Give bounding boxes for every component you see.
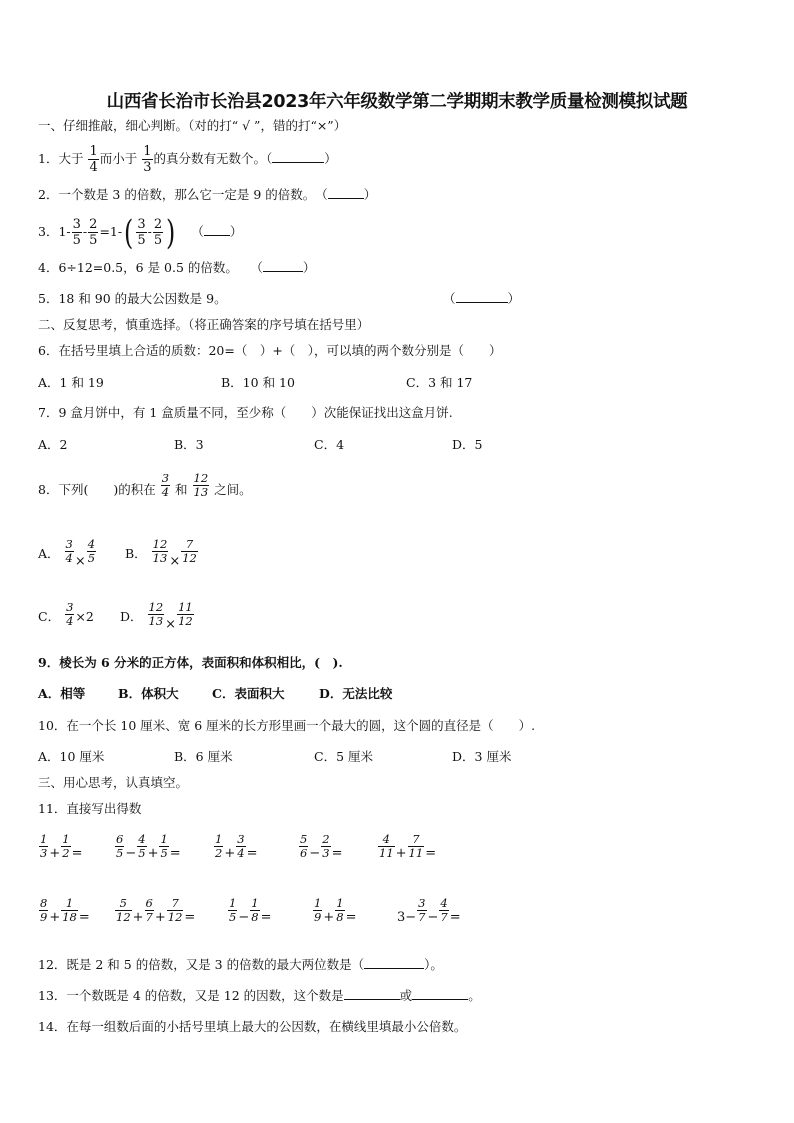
fraction: $\frac{7}{12}$: [167, 896, 183, 924]
operator: +: [323, 910, 335, 925]
operator: +: [147, 846, 159, 861]
fraction: $\frac{1}{18}$: [62, 896, 77, 924]
calc-expression: [227, 897, 271, 925]
operator: =: [260, 910, 272, 925]
question-4: 4．6÷12=0.5，6 是 0.5 的倍数。 （ ）: [38, 260, 316, 275]
fraction: $\frac{6}{5}$: [116, 832, 124, 860]
calc-expression: [377, 833, 436, 861]
question-2: 2．一个数是 3 的倍数，那么它一定是 9 的倍数。 （ ）: [38, 187, 377, 202]
fraction: $\frac{5}{12}$: [116, 896, 131, 924]
option-c[interactable]: C．表面积大: [212, 686, 285, 701]
question-6: 6．在括号里填上合适的质数：20=（ ）+（ ），可以填的两个数分别是（ ）: [38, 343, 502, 358]
option-b[interactable]: B．6 厘米: [174, 749, 233, 764]
operator: −: [238, 910, 250, 925]
question-3: 3．1- $\frac{3}{5}$ - $\frac{2}{5}$ =1-( $\frac{3}{5}$ - $\frac{2}{5}$ ) （ ）: [38, 212, 243, 253]
operator: +: [154, 910, 166, 925]
fraction: $\frac{5}{6}$: [300, 832, 308, 860]
fraction: $\frac{1}{2}$: [62, 832, 70, 860]
option-d[interactable]: D．5: [452, 437, 483, 452]
option-a[interactable]: A．10 厘米: [38, 749, 105, 764]
question-14: 14．在每一组数后面的小括号里填上最大的公因数，在横线里填最小公倍数。: [38, 1019, 467, 1034]
answer-blank[interactable]: [344, 999, 400, 1000]
calc-expression: [38, 897, 90, 925]
fraction: $\frac{6}{7}$: [145, 896, 153, 924]
calc-expression: [298, 833, 342, 861]
option-b[interactable]: B．体积大: [118, 686, 179, 701]
option-a[interactable]: A．1 和 19: [38, 375, 104, 390]
operator: =: [449, 910, 461, 925]
fraction: $\frac{3}{7}$: [418, 896, 426, 924]
fraction: $\frac{1}{3}$: [40, 832, 48, 860]
answer-blank[interactable]: [263, 271, 303, 272]
answer-blank[interactable]: [204, 235, 230, 236]
operator: =: [184, 910, 196, 925]
operator: 3−: [397, 910, 417, 925]
operator: =: [425, 846, 437, 861]
fraction: $\frac{1}{5}$: [229, 896, 237, 924]
question-7: 7．9 盒月饼中，有 1 盒质量不同，至少称（ ）次能保证找出这盒月饼.: [38, 405, 453, 420]
question-8: 8．下列( )的积在 $\frac{3}{4}$ 和 $\frac{12}{13}$ 之间。: [38, 471, 252, 499]
operator: +: [132, 910, 144, 925]
operator: +: [49, 910, 61, 925]
operator: =: [71, 846, 83, 861]
operator: =: [169, 846, 181, 861]
operator: −: [427, 910, 439, 925]
section-2-heading: 二、反复思考，慎重选择。（将正确答案的序号填在括号里）: [38, 317, 370, 332]
calc-expression: [397, 897, 461, 925]
calc-expression: [114, 897, 195, 925]
fraction: $\frac{7}{11}$: [408, 832, 424, 860]
option-d[interactable]: D．无法比较: [319, 686, 393, 701]
option-d[interactable]: D． $\frac{12}{13}$ × $\frac{11}{12}$: [120, 600, 193, 632]
fraction: $\frac{8}{9}$: [40, 896, 48, 924]
fraction: $\frac{4}{11}$: [379, 832, 394, 860]
question-13: 13．一个数既是 4 的倍数，又是 12 的因数，这个数是 或 。: [38, 988, 481, 1003]
calc-expression: [312, 897, 356, 925]
calc-expression: [38, 833, 82, 861]
operator: =: [331, 846, 343, 861]
calc-expression: [114, 833, 181, 861]
operator: +: [395, 846, 407, 861]
operator: −: [125, 846, 137, 861]
option-b[interactable]: B．10 和 10: [221, 375, 295, 390]
operator: +: [49, 846, 61, 861]
fraction: $\frac{3}{4}$: [237, 832, 245, 860]
fraction: $\frac{1}{2}$: [215, 832, 223, 860]
answer-blank[interactable]: [456, 302, 508, 303]
option-c[interactable]: C．5 厘米: [314, 749, 373, 764]
operator: +: [224, 846, 236, 861]
operator: −: [309, 846, 321, 861]
answer-blank[interactable]: [412, 999, 468, 1000]
fraction: $\frac{2}{3}$: [322, 832, 330, 860]
section-1-heading: 一、仔细推敲，细心判断。（对的打“ √ ”，错的打“×”）: [38, 118, 347, 133]
fraction: $\frac{1}{5}$: [160, 832, 168, 860]
answer-blank[interactable]: [328, 198, 364, 199]
option-b[interactable]: B．3: [174, 437, 204, 452]
option-c[interactable]: C． $\frac{3}{4}$ ×2: [38, 600, 94, 628]
calc-expression: [213, 833, 257, 861]
option-c[interactable]: C．4: [314, 437, 345, 452]
question-11: 11．直接写出得数: [38, 801, 142, 816]
option-a[interactable]: A． $\frac{3}{4}$ × $\frac{4}{5}$: [38, 537, 96, 569]
fraction: $\frac{1}{8}$: [336, 896, 344, 924]
fraction: $\frac{4}{5}$: [138, 832, 146, 860]
answer-blank[interactable]: [272, 162, 324, 163]
option-a[interactable]: A．相等: [38, 686, 86, 701]
fraction: $\frac{1}{9}$: [314, 896, 322, 924]
question-9: 9．棱长为 6 分米的正方体，表面积和体积相比，( ).: [38, 655, 343, 670]
option-b[interactable]: B． $\frac{12}{13}$ × $\frac{7}{12}$: [125, 537, 197, 569]
question-10: 10．在一个长 10 厘米、宽 6 厘米的长方形里画一个最大的圆，这个圆的直径是（ ）.: [38, 718, 536, 733]
answer-blank[interactable]: [364, 968, 424, 969]
section-3-heading: 三、用心思考，认真填空。: [38, 775, 189, 790]
option-d[interactable]: D．3 厘米: [452, 749, 512, 764]
question-1: 1．大于 $\frac{1}{4}$ 而小于 $\frac{1}{3}$ 的真分数有无数个。（ ）: [38, 144, 337, 175]
option-c[interactable]: C．3 和 17: [406, 375, 473, 390]
fraction: $\frac{1}{8}$: [251, 896, 259, 924]
question-5: 5．18 和 90 的最大公因数是 9。: [38, 291, 227, 306]
page-title: 山西省长治市长治县2023年六年级数学第二学期期末教学质量检测模拟试题: [106, 92, 688, 112]
option-a[interactable]: A．2: [38, 437, 68, 452]
operator: =: [345, 910, 357, 925]
question-5-answer: （ ）: [443, 291, 521, 306]
fraction: $\frac{4}{7}$: [440, 896, 448, 924]
question-12: 12．既是 2 和 5 的倍数，又是 3 的倍数的最大两位数是（ ）。: [38, 957, 443, 972]
operator: =: [246, 846, 258, 861]
fraction: $\frac{1}{4}$: [89, 144, 98, 175]
fraction: $\frac{1}{3}$: [143, 144, 152, 175]
operator: =: [78, 910, 90, 925]
